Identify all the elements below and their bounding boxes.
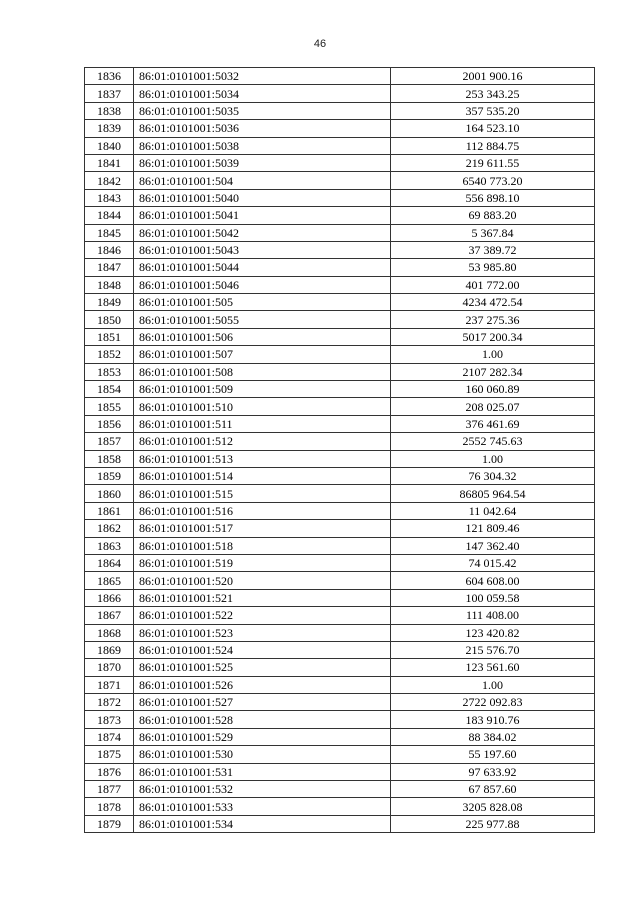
row-number-cell: 1875: [85, 746, 134, 763]
row-number-cell: 1847: [85, 259, 134, 276]
cadastral-number-cell: 86:01:0101001:5055: [134, 311, 391, 328]
row-number-cell: 1840: [85, 137, 134, 154]
row-number-cell: 1873: [85, 711, 134, 728]
row-number-cell: 1845: [85, 224, 134, 241]
row-number-cell: 1843: [85, 189, 134, 206]
table-row: [85, 259, 595, 276]
table-row: [85, 154, 595, 171]
table-row: [85, 102, 595, 119]
cadastral-value-cell: 357 535.20: [391, 102, 595, 119]
table-row: [85, 485, 595, 502]
table-row: [85, 189, 595, 206]
cadastral-value-cell: 3205 828.08: [391, 798, 595, 815]
table-row: [85, 450, 595, 467]
cadastral-value-cell: 2001 900.16: [391, 68, 595, 85]
cadastral-number-cell: 86:01:0101001:505: [134, 294, 391, 311]
table-row: [85, 311, 595, 328]
cadastral-number-cell: 86:01:0101001:526: [134, 676, 391, 693]
cadastral-number-cell: 86:01:0101001:504: [134, 172, 391, 189]
cadastral-value-cell: 123 561.60: [391, 659, 595, 676]
table-row: [85, 815, 595, 832]
cadastral-number-cell: 86:01:0101001:514: [134, 467, 391, 484]
row-number-cell: 1871: [85, 676, 134, 693]
cadastral-value-cell: 160 060.89: [391, 381, 595, 398]
cadastral-number-cell: 86:01:0101001:534: [134, 815, 391, 832]
cadastral-value-cell: 376 461.69: [391, 415, 595, 432]
cadastral-value-cell: 1.00: [391, 676, 595, 693]
row-number-cell: 1876: [85, 763, 134, 780]
table-row: [85, 381, 595, 398]
cadastral-value-cell: 604 608.00: [391, 572, 595, 589]
cadastral-number-cell: 86:01:0101001:525: [134, 659, 391, 676]
row-number-cell: 1874: [85, 728, 134, 745]
cadastral-value-cell: 219 611.55: [391, 154, 595, 171]
cadastral-value-cell: 111 408.00: [391, 607, 595, 624]
cadastral-number-cell: 86:01:0101001:517: [134, 520, 391, 537]
row-number-cell: 1837: [85, 85, 134, 102]
cadastral-number-cell: 86:01:0101001:5038: [134, 137, 391, 154]
row-number-cell: 1852: [85, 346, 134, 363]
cadastral-value-cell: 5017 200.34: [391, 328, 595, 345]
table-row: [85, 433, 595, 450]
cadastral-number-cell: 86:01:0101001:518: [134, 537, 391, 554]
cadastral-value-cell: 4234 472.54: [391, 294, 595, 311]
row-number-cell: 1868: [85, 624, 134, 641]
table-row: [85, 172, 595, 189]
table-row: [85, 520, 595, 537]
cadastral-number-cell: 86:01:0101001:507: [134, 346, 391, 363]
table-row: [85, 572, 595, 589]
cadastral-number-cell: 86:01:0101001:5044: [134, 259, 391, 276]
row-number-cell: 1858: [85, 450, 134, 467]
row-number-cell: 1867: [85, 607, 134, 624]
cadastral-value-cell: 1.00: [391, 346, 595, 363]
table-row: [85, 781, 595, 798]
cadastral-value-cell: 215 576.70: [391, 641, 595, 658]
row-number-cell: 1848: [85, 276, 134, 293]
table-row: [85, 224, 595, 241]
row-number-cell: 1878: [85, 798, 134, 815]
row-number-cell: 1849: [85, 294, 134, 311]
cadastral-number-cell: 86:01:0101001:524: [134, 641, 391, 658]
cadastral-value-cell: 5 367.84: [391, 224, 595, 241]
cadastral-number-cell: 86:01:0101001:5041: [134, 207, 391, 224]
cadastral-value-cell: 253 343.25: [391, 85, 595, 102]
cadastral-value-cell: 100 059.58: [391, 589, 595, 606]
cadastral-value-cell: 401 772.00: [391, 276, 595, 293]
row-number-cell: 1841: [85, 154, 134, 171]
cadastral-value-cell: 225 977.88: [391, 815, 595, 832]
cadastral-number-cell: 86:01:0101001:506: [134, 328, 391, 345]
cadastral-value-table: [84, 67, 595, 833]
cadastral-value-cell: 53 985.80: [391, 259, 595, 276]
row-number-cell: 1838: [85, 102, 134, 119]
table-row: [85, 676, 595, 693]
cadastral-value-cell: 164 523.10: [391, 120, 595, 137]
table-row: [85, 328, 595, 345]
table-row: [85, 537, 595, 554]
cadastral-value-cell: 55 197.60: [391, 746, 595, 763]
row-number-cell: 1856: [85, 415, 134, 432]
row-number-cell: 1853: [85, 363, 134, 380]
cadastral-value-cell: 67 857.60: [391, 781, 595, 798]
table-row: [85, 241, 595, 258]
cadastral-number-cell: 86:01:0101001:528: [134, 711, 391, 728]
table-row: [85, 763, 595, 780]
cadastral-value-cell: 88 384.02: [391, 728, 595, 745]
table-row: [85, 207, 595, 224]
row-number-cell: 1850: [85, 311, 134, 328]
cadastral-value-cell: 556 898.10: [391, 189, 595, 206]
row-number-cell: 1836: [85, 68, 134, 85]
table-row: [85, 85, 595, 102]
cadastral-value-cell: 6540 773.20: [391, 172, 595, 189]
cadastral-number-cell: 86:01:0101001:511: [134, 415, 391, 432]
page-number: 46: [313, 38, 327, 50]
cadastral-value-cell: 76 304.32: [391, 467, 595, 484]
cadastral-number-cell: 86:01:0101001:529: [134, 728, 391, 745]
table-row: [85, 120, 595, 137]
row-number-cell: 1879: [85, 815, 134, 832]
cadastral-number-cell: 86:01:0101001:520: [134, 572, 391, 589]
table-row: [85, 137, 595, 154]
cadastral-number-cell: 86:01:0101001:521: [134, 589, 391, 606]
cadastral-value-cell: 2552 745.63: [391, 433, 595, 450]
cadastral-number-cell: 86:01:0101001:531: [134, 763, 391, 780]
table-row: [85, 276, 595, 293]
table-body: [85, 68, 595, 833]
cadastral-value-cell: 69 883.20: [391, 207, 595, 224]
row-number-cell: 1865: [85, 572, 134, 589]
cadastral-value-cell: 1.00: [391, 450, 595, 467]
row-number-cell: 1842: [85, 172, 134, 189]
cadastral-number-cell: 86:01:0101001:5039: [134, 154, 391, 171]
cadastral-number-cell: 86:01:0101001:509: [134, 381, 391, 398]
cadastral-value-cell: 86805 964.54: [391, 485, 595, 502]
table-row: [85, 711, 595, 728]
cadastral-number-cell: 86:01:0101001:5035: [134, 102, 391, 119]
row-number-cell: 1860: [85, 485, 134, 502]
cadastral-number-cell: 86:01:0101001:515: [134, 485, 391, 502]
cadastral-number-cell: 86:01:0101001:527: [134, 694, 391, 711]
cadastral-value-cell: 123 420.82: [391, 624, 595, 641]
cadastral-number-cell: 86:01:0101001:532: [134, 781, 391, 798]
table-row: [85, 798, 595, 815]
table-row: [85, 294, 595, 311]
row-number-cell: 1844: [85, 207, 134, 224]
row-number-cell: 1870: [85, 659, 134, 676]
row-number-cell: 1846: [85, 241, 134, 258]
row-number-cell: 1872: [85, 694, 134, 711]
cadastral-number-cell: 86:01:0101001:5043: [134, 241, 391, 258]
table-row: [85, 624, 595, 641]
cadastral-number-cell: 86:01:0101001:5032: [134, 68, 391, 85]
table-row: [85, 467, 595, 484]
row-number-cell: 1861: [85, 502, 134, 519]
row-number-cell: 1877: [85, 781, 134, 798]
table-row: [85, 694, 595, 711]
row-number-cell: 1863: [85, 537, 134, 554]
table-row: [85, 641, 595, 658]
table-row: [85, 746, 595, 763]
row-number-cell: 1866: [85, 589, 134, 606]
table-row: [85, 398, 595, 415]
cadastral-number-cell: 86:01:0101001:508: [134, 363, 391, 380]
cadastral-number-cell: 86:01:0101001:519: [134, 554, 391, 571]
cadastral-value-cell: 112 884.75: [391, 137, 595, 154]
table-row: [85, 415, 595, 432]
row-number-cell: 1855: [85, 398, 134, 415]
table-row: [85, 346, 595, 363]
table-row: [85, 589, 595, 606]
cadastral-number-cell: 86:01:0101001:533: [134, 798, 391, 815]
cadastral-number-cell: 86:01:0101001:5040: [134, 189, 391, 206]
row-number-cell: 1839: [85, 120, 134, 137]
table-row: [85, 68, 595, 85]
cadastral-number-cell: 86:01:0101001:513: [134, 450, 391, 467]
cadastral-value-cell: 2722 092.83: [391, 694, 595, 711]
table-row: [85, 502, 595, 519]
cadastral-value-cell: 208 025.07: [391, 398, 595, 415]
cadastral-value-cell: 183 910.76: [391, 711, 595, 728]
table-row: [85, 363, 595, 380]
cadastral-number-cell: 86:01:0101001:530: [134, 746, 391, 763]
cadastral-value-cell: 121 809.46: [391, 520, 595, 537]
cadastral-number-cell: 86:01:0101001:5036: [134, 120, 391, 137]
cadastral-number-cell: 86:01:0101001:510: [134, 398, 391, 415]
row-number-cell: 1869: [85, 641, 134, 658]
row-number-cell: 1864: [85, 554, 134, 571]
cadastral-number-cell: 86:01:0101001:512: [134, 433, 391, 450]
cadastral-number-cell: 86:01:0101001:5042: [134, 224, 391, 241]
table-row: [85, 554, 595, 571]
table-row: [85, 659, 595, 676]
cadastral-value-cell: 237 275.36: [391, 311, 595, 328]
cadastral-value-cell: 2107 282.34: [391, 363, 595, 380]
cadastral-value-cell: 74 015.42: [391, 554, 595, 571]
cadastral-number-cell: 86:01:0101001:516: [134, 502, 391, 519]
row-number-cell: 1862: [85, 520, 134, 537]
cadastral-number-cell: 86:01:0101001:5034: [134, 85, 391, 102]
cadastral-value-cell: 97 633.92: [391, 763, 595, 780]
cadastral-value-cell: 37 389.72: [391, 241, 595, 258]
row-number-cell: 1854: [85, 381, 134, 398]
table-row: [85, 728, 595, 745]
cadastral-number-cell: 86:01:0101001:523: [134, 624, 391, 641]
cadastral-value-cell: 147 362.40: [391, 537, 595, 554]
cadastral-value-cell: 11 042.64: [391, 502, 595, 519]
cadastral-number-cell: 86:01:0101001:5046: [134, 276, 391, 293]
row-number-cell: 1857: [85, 433, 134, 450]
table-row: [85, 607, 595, 624]
cadastral-number-cell: 86:01:0101001:522: [134, 607, 391, 624]
row-number-cell: 1851: [85, 328, 134, 345]
row-number-cell: 1859: [85, 467, 134, 484]
